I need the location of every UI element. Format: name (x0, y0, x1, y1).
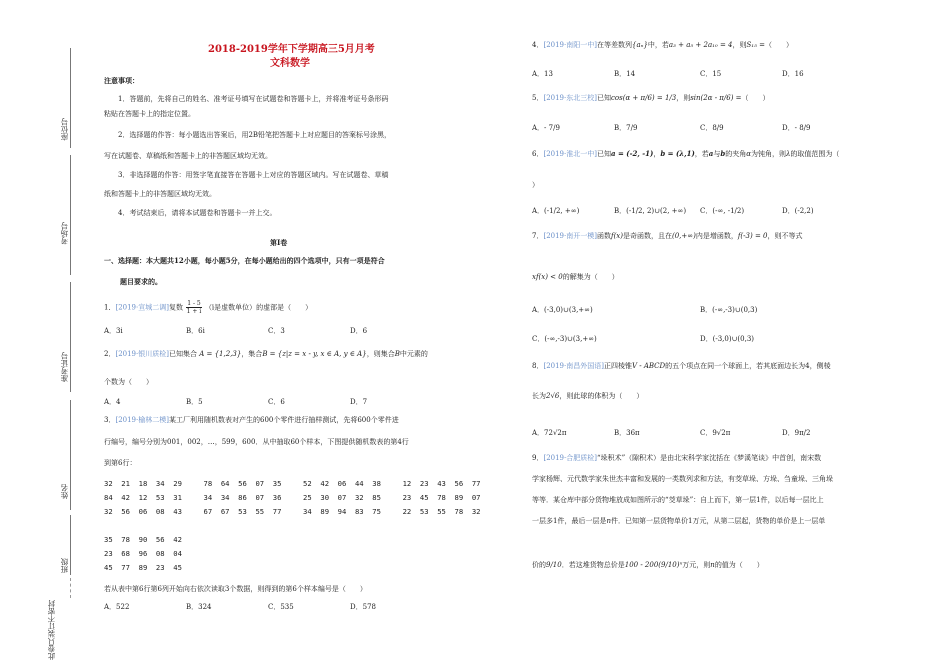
q1-option-b: B．6i (186, 327, 205, 335)
q1-option-d: D．6 (350, 327, 368, 335)
question-9-cont: 一层多1件，最后一层是n件．已知第一层货物单价1万元，从第二层起，货物的单价是上一层单 (532, 517, 826, 525)
class-label: 班级 (60, 558, 69, 573)
note-4: 4．考试结束后，请将本试题卷和答题卡一并上交。 (118, 209, 277, 217)
q2-option-b: B．5 (186, 398, 203, 406)
question-9-cont: 价的9/10．若这堆货物总价是100 - 200(9/10)ⁿ万元，则n的值为（ ） (532, 561, 764, 569)
exam-subject: 文科数学 (270, 58, 310, 69)
q1-option-c: C．3 (268, 327, 285, 335)
ticket-number-label: 准考证号 (60, 352, 69, 382)
q6-option-b: B．(-1/2, 2)∪(2, +∞) (614, 207, 687, 215)
q5-option-b: B．7/9 (614, 124, 638, 132)
question-5: 5．[2019·东北三校]已知cos(α + π/6) = 1/3，则sin(2α - π/6) =（ ） (532, 94, 770, 102)
note-3: 3．非选择题的作答：用签字笔直接答在答题卡上对应的答题区域内。写在试题卷、草稿 (118, 171, 389, 179)
fraction: $\frac{1 - 5}{1 + i}$ (186, 300, 202, 315)
q4-option-a: A．13 (532, 70, 553, 78)
exam-room-label: 考场号 (60, 222, 69, 245)
q1-option-a: A．3i (104, 327, 123, 335)
binding-line (70, 48, 71, 148)
question-2: 2．[2019·银川质检]已知集合 A = {1,2,3}，集合B = {z|z = x - y, x ∈ A, y ∈ A}，则集合B中元素的 (104, 350, 428, 358)
question-9-cont: 学家杨辉、元代数学家朱世杰丰富和发展的一类数列求和方法，有茭草垛、方垛、刍童垛、三角垛 (532, 475, 833, 483)
binding-line (70, 578, 71, 598)
q4-option-d: D．16 (782, 70, 804, 78)
question-6: 6．[2019·淮北一中]已知a = (-2, -1)，b = (λ,1)，若a与b的夹角α为钝角，则λ的取值范围为（ (532, 149, 840, 158)
question-1: 1．[2019·宣城二调]复数 $\frac{1 - 5}{1 + i}$ （i是虚数单位）的虚部是（ ） (104, 300, 313, 315)
question-4: 4．[2019·南阳一中]在等差数列{aₙ}中，若a₃ + a₅ + 2a₁₀ = 4，则S₁₅ =（ ） (532, 41, 794, 49)
q7-option-a: A．(-3,0)∪(3,+∞) (532, 306, 593, 314)
q7-option-d: D．(-3,0)∪(0,3) (700, 335, 755, 343)
notes-heading: 注意事项： (104, 76, 139, 85)
section-intro-cont: 题目要求的。 (120, 277, 162, 286)
q5-option-d: D．- 8/9 (782, 124, 811, 132)
volume-heading: 第Ⅰ卷 (270, 238, 288, 247)
q7-option-c: C．(-∞,-3)∪(3,+∞) (532, 335, 597, 343)
exam-title: 2018-2019学年下学期高三5月月考 (208, 44, 375, 55)
q5-option-c: C．8/9 (700, 124, 724, 132)
q5-option-a: A．- 7/9 (532, 124, 560, 132)
q6-option-d: D．(-2,2) (782, 207, 814, 215)
q4-option-c: C．15 (700, 70, 722, 78)
q3-option-a: A．522 (104, 603, 130, 611)
question-8-cont: 长为2√6，则此球的体积为（ ） (532, 392, 644, 400)
q8-option-a: A．72√2π (532, 429, 567, 437)
question-3-cont: 到第6行： (104, 459, 137, 467)
note-1: 1．答题前，先将自己的姓名、准考证号填写在试题卷和答题卡上，并将准考证号条形码 (118, 95, 389, 103)
seat-label: 座位号 (60, 118, 69, 141)
q6-option-c: C．(-∞, -1/2) (700, 207, 745, 215)
q3-option-b: B．324 (186, 603, 212, 611)
random-table-row: 32 56 06 08 43 67 67 53 55 77 34 89 94 83 75 22 53 55 78 32 (104, 507, 481, 516)
random-table-row: 35 78 90 56 42 (104, 535, 182, 544)
note-2-cont: 写在试题卷、草稿纸和答题卡上的非答题区域均无效。 (104, 152, 272, 160)
question-7-cont: xf(x) < 0的解集为（ ） (532, 273, 619, 281)
q6-option-a: A．(-1/2, +∞) (532, 207, 580, 215)
random-table-row: 32 21 18 34 29 78 64 56 07 35 52 42 06 44 38 12 23 43 56 77 (104, 479, 481, 488)
q2-option-d: D．7 (350, 398, 368, 406)
question-6-close: ） (532, 181, 539, 189)
q4-option-b: B．14 (614, 70, 636, 78)
question-3: 3．[2019·榆林二模]某工厂利用随机数表对产生的600个零件进行抽样测试，先将600个零件进 (104, 416, 399, 424)
random-table-row: 84 42 12 53 31 34 34 86 07 36 25 30 07 32 85 23 45 78 89 07 (104, 493, 481, 502)
binding-line (70, 400, 71, 510)
seal-notice: 此卷只装订不密封 (47, 600, 56, 660)
note-1-cont: 粘贴在答题卡上的指定位置。 (104, 110, 195, 118)
note-2: 2．选择题的作答：每小题选出答案后，用2B铅笔把答题卡上对应题目的答案标号涂黑， (118, 131, 392, 139)
binding-line (70, 282, 71, 392)
question-8: 8．[2019·南昌外国语]正四棱锥V - ABCD的五个项点在同一个球面上，若其底面边长为4，侧棱 (532, 362, 831, 370)
question-9-cont: 等等．某仓库中部分货物堆放成如图所示的“茭草垛”：自上而下，第一层1件，以后每一层比上 (532, 496, 824, 504)
random-table-row: 45 77 89 23 45 (104, 563, 182, 572)
random-table-row: 23 68 96 08 04 (104, 549, 182, 558)
section-intro: 一、选择题：本大题共12小题，每小题5分，在每小题给出的四个选项中，只有一项是符合 (104, 256, 385, 265)
q8-option-b: B．36π (614, 429, 640, 437)
binding-line (70, 515, 71, 575)
q2-option-a: A．4 (104, 398, 121, 406)
binding-line (70, 155, 71, 275)
q8-option-c: C．9√2π (700, 429, 731, 437)
question-2-cont: 个数为（ ） (104, 378, 153, 386)
q2-option-c: C．6 (268, 398, 285, 406)
q7-option-b: B．(-∞,-3)∪(0,3) (700, 306, 758, 314)
question-3-ask: 若从表中第6行第6列开始向右依次读取3个数据，则得到的第6个样本编号是（ ） (104, 585, 367, 593)
question-3-cont: 行编号，编号分别为001，002，…，599，600．从中抽取60个样本，下图提供随机数表的第4行 (104, 438, 409, 446)
note-3-cont: 纸和答题卡上的非答题区域均无效。 (104, 190, 216, 198)
question-7: 7．[2019·南开一模]函数f(x)是奇函数，且在(0,+∞)内是增函数，f(-3) = 0，则不等式 (532, 232, 803, 240)
q3-option-d: D．578 (350, 603, 376, 611)
question-9: 9．[2019·合肥质检]“垛积术”（隙积术）是由北宋科学家沈括在《梦溪笔谈》中首创，南宋数 (532, 454, 822, 462)
name-label: 姓名 (60, 484, 69, 499)
q3-option-c: C．535 (268, 603, 294, 611)
q8-option-d: D．9π/2 (782, 429, 811, 437)
